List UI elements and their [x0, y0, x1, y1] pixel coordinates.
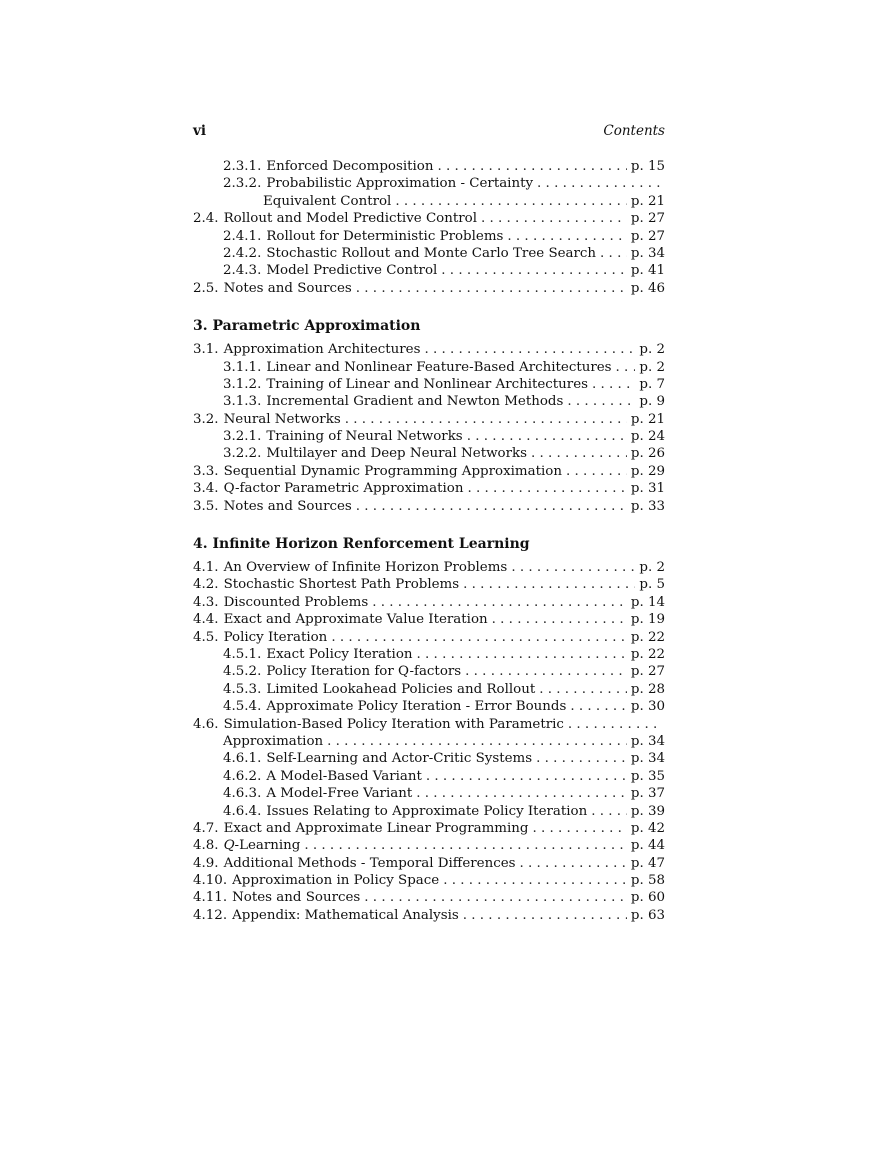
toc-entry-title: Rollout for Deterministic Problems	[266, 228, 504, 244]
leader-dots	[372, 594, 627, 611]
toc-entry[interactable]	[193, 768, 665, 785]
toc-entry[interactable]	[193, 629, 665, 646]
leader-dots	[616, 359, 636, 376]
toc-entry-page: p. 27	[630, 228, 665, 244]
toc-entry-title: Policy Iteration for Q-factors	[266, 664, 462, 680]
toc-entry-number: 3.5.	[193, 498, 219, 514]
toc-entry[interactable]	[193, 341, 665, 358]
toc-entry-page: p. 46	[630, 280, 665, 296]
toc-entry-number: 3.1.1.	[223, 359, 262, 375]
toc-entry-page: p. 24	[630, 429, 665, 445]
toc-entry-page: p. 31	[630, 481, 665, 497]
toc-entry-number: 2.3.2.	[223, 176, 262, 192]
toc-chapter2-continued	[193, 158, 665, 297]
toc-entry[interactable]	[193, 175, 665, 192]
toc-entry[interactable]	[193, 193, 665, 210]
toc-entry-page: p. 34	[630, 245, 665, 261]
leader-dots	[441, 262, 627, 279]
leader-dots	[481, 210, 627, 227]
toc-entry-page: p. 22	[630, 646, 665, 662]
toc-entry-page: p. 2	[639, 359, 665, 375]
toc-entry[interactable]	[193, 698, 665, 715]
toc-entry-title: Exact and Approximate Value Iteration	[223, 612, 488, 628]
toc-entry-number: 2.3.1.	[223, 159, 262, 174]
toc-entry-title: Training of Linear and Nonlinear Architectures	[266, 376, 589, 392]
toc-entry-number: 4.12.	[193, 907, 228, 923]
toc-entry-page: p. 21	[630, 193, 665, 209]
toc-entry-page: p. 15	[630, 159, 665, 174]
toc-entry[interactable]	[193, 210, 665, 227]
toc-entry-page: p. 2	[639, 342, 665, 358]
toc-entry[interactable]	[193, 158, 665, 175]
toc-entry-number: 4.10.	[193, 873, 228, 889]
toc-entry-title: Exact and Approximate Linear Programming	[223, 820, 529, 836]
leader-dots	[537, 175, 661, 192]
toc-entry[interactable]	[193, 837, 665, 854]
toc-entry-page: p. 60	[630, 890, 665, 906]
toc-entry[interactable]	[193, 228, 665, 245]
toc-entry-title: Q-factor Parametric Approximation	[223, 481, 464, 497]
toc-entry-page: p. 2	[639, 560, 665, 576]
toc-entry-title: Notes and Sources	[223, 280, 352, 296]
toc-entry-title: Appendix: Mathematical Analysis	[232, 907, 459, 923]
toc-entry-number: 3.2.	[193, 411, 219, 427]
toc-entry-number: 4.7.	[193, 820, 219, 836]
toc-entry-page: p. 58	[630, 873, 665, 889]
toc-entry-page: p. 41	[630, 263, 665, 279]
leader-dots	[536, 750, 627, 767]
toc-entry[interactable]	[193, 559, 665, 576]
toc-entry-page: p. 5	[639, 577, 665, 593]
toc-entry[interactable]	[193, 445, 665, 462]
chapter-heading-4[interactable]: 4. Infinite Horizon Renforcement Learning	[193, 536, 530, 553]
toc-entry[interactable]	[193, 262, 665, 279]
toc-entry-page: p. 29	[630, 463, 665, 479]
toc-entry[interactable]	[193, 889, 665, 906]
toc-entry-page: p. 42	[630, 820, 665, 836]
leader-dots	[437, 158, 626, 175]
toc-entry-title: Limited Lookahead Policies and Rollout	[266, 681, 536, 697]
toc-entry-page: p. 7	[639, 376, 665, 392]
page-number: vi	[193, 123, 206, 139]
toc-entry-title: Multilayer and Deep Neural Networks	[266, 446, 527, 462]
toc-entry-page: p. 34	[630, 751, 665, 767]
toc-entry-page: p. 19	[630, 612, 665, 628]
toc-entry[interactable]	[193, 803, 665, 820]
leader-dots	[463, 907, 627, 924]
leader-dots	[532, 820, 626, 837]
toc-entry[interactable]	[193, 376, 665, 393]
toc-entry-title: Issues Relating to Approximate Policy Iteration	[266, 803, 588, 819]
toc-entry-title: Approximate Policy Iteration - Error Bounds	[266, 699, 567, 715]
toc-entry[interactable]	[193, 280, 665, 297]
leader-dots	[539, 681, 627, 698]
toc-entry[interactable]	[193, 498, 665, 515]
toc-entry[interactable]	[193, 245, 665, 262]
toc-entry[interactable]	[193, 359, 665, 376]
leader-dots	[600, 245, 627, 262]
toc-entry-title: Discounted Problems	[223, 594, 369, 610]
leader-dots	[592, 376, 635, 393]
toc-page	[193, 123, 665, 924]
leader-dots	[364, 889, 627, 906]
toc-entry[interactable]	[193, 576, 665, 593]
leader-dots	[395, 193, 627, 210]
leader-dots	[568, 716, 661, 733]
toc-entry[interactable]	[193, 594, 665, 611]
toc-entry-number: 3.1.2.	[223, 376, 262, 392]
toc-entry-number: 4.6.4.	[223, 803, 262, 819]
running-head	[193, 123, 665, 142]
toc-entry-number: 4.2.	[193, 577, 219, 593]
toc-entry-title: Stochastic Rollout and Monte Carlo Tree Search	[266, 245, 597, 261]
toc-entry-title: Training of Neural Networks	[266, 429, 463, 445]
toc-entry-page: p. 27	[630, 211, 665, 227]
toc-entry-title: Approximation in Policy Space	[232, 873, 440, 889]
leader-dots	[304, 837, 626, 854]
leader-dots	[331, 629, 627, 646]
toc-chapter4	[193, 559, 665, 924]
leader-dots	[591, 803, 627, 820]
toc-entry-number: 4.11.	[193, 890, 228, 906]
toc-entry-number: 4.5.1.	[223, 646, 262, 662]
leader-dots	[507, 228, 626, 245]
toc-entry-title: Notes and Sources	[223, 498, 352, 514]
leader-dots	[511, 559, 635, 576]
toc-entry[interactable]	[193, 463, 665, 480]
toc-entry-number: 2.5.	[193, 280, 219, 296]
toc-entry-title: Simulation-Based Policy Iteration with Parametric	[223, 716, 564, 732]
toc-entry[interactable]	[193, 716, 665, 733]
toc-entry-page: p. 21	[630, 411, 665, 427]
toc-entry-number: 3.1.	[193, 342, 219, 358]
toc-entry-number: 4.6.	[193, 716, 219, 732]
toc-entry-title: A Model-Based Variant	[266, 768, 422, 784]
leader-dots	[531, 445, 627, 462]
leader-dots	[492, 611, 627, 628]
toc-entry-page: p. 44	[630, 838, 665, 854]
toc-entry[interactable]	[193, 428, 665, 445]
leader-dots	[520, 855, 627, 872]
toc-entry-number: 4.6.3.	[223, 786, 262, 802]
leader-dots	[426, 768, 627, 785]
toc-entry-page: p. 37	[630, 786, 665, 802]
toc-entry[interactable]	[193, 785, 665, 802]
toc-entry-page: p. 33	[630, 498, 665, 514]
toc-entry-number: 3.2.1.	[223, 429, 262, 445]
leader-dots	[467, 480, 626, 497]
toc-entry[interactable]	[193, 480, 665, 497]
leader-dots	[327, 733, 627, 750]
leader-dots	[424, 341, 635, 358]
toc-entry-number: 4.6.2.	[223, 768, 262, 784]
toc-entry-number: 4.8.	[193, 838, 219, 854]
toc-entry-title: Notes and Sources	[232, 890, 361, 906]
toc-entry[interactable]	[193, 611, 665, 628]
toc-entry-title: Neural Networks	[223, 411, 341, 427]
toc-entry-title: Linear and Nonlinear Feature-Based Architectures	[266, 359, 612, 375]
toc-entry-page: p. 34	[630, 733, 665, 749]
leader-dots	[345, 411, 627, 428]
leader-dots	[416, 785, 627, 802]
toc-entry-number: 4.5.	[193, 629, 219, 645]
toc-entry-page: p. 26	[630, 446, 665, 462]
toc-entry-title: Enforced Decomposition	[266, 159, 434, 174]
toc-entry-number: 4.9.	[193, 855, 219, 871]
toc-entry-title: Approximation	[223, 733, 324, 749]
toc-entry-page: p. 22	[630, 629, 665, 645]
toc-entry-title: Approximation Architectures	[223, 342, 421, 358]
toc-entry[interactable]	[193, 820, 665, 837]
toc-entry-title: Exact Policy Iteration	[266, 646, 413, 662]
toc-entry-number: 2.4.	[193, 211, 219, 227]
leader-dots	[356, 280, 627, 297]
toc-entry[interactable]	[193, 750, 665, 767]
toc-entry-number: 4.5.4.	[223, 699, 262, 715]
toc-entry[interactable]	[193, 855, 665, 872]
toc-entry-page: p. 14	[630, 594, 665, 610]
toc-entry[interactable]	[193, 907, 665, 924]
toc-entry-title: Policy Iteration	[223, 629, 328, 645]
toc-entry-title: Rollout and Model Predictive Control	[223, 211, 477, 227]
toc-entry-page: p. 35	[630, 768, 665, 784]
toc-entry-number: 4.1.	[193, 560, 219, 576]
toc-chapter3	[193, 341, 665, 515]
leader-dots	[443, 872, 627, 889]
toc-entry-number: 4.6.1.	[223, 751, 262, 767]
running-title: Contents	[603, 123, 665, 139]
toc-entry-page: p. 28	[630, 681, 665, 697]
toc-entry-page: p. 9	[639, 394, 665, 410]
toc-entry-number: 4.4.	[193, 612, 219, 628]
toc-entry-number: 2.4.1.	[223, 228, 262, 244]
toc-entry-title: Probabilistic Approximation - Certainty	[266, 176, 534, 192]
toc-entry-number: 4.3.	[193, 594, 219, 610]
toc-entry-number: 3.4.	[193, 481, 219, 497]
toc-entry-title: An Overview of Infinite Horizon Problems	[223, 560, 508, 576]
toc-entry-number: 3.2.2.	[223, 446, 262, 462]
toc-entry-title: Model Predictive Control	[266, 263, 438, 279]
toc-entry[interactable]	[193, 646, 665, 663]
toc-entry-number: 4.5.2.	[223, 664, 262, 680]
toc-entry-number: 2.4.2.	[223, 245, 262, 261]
toc-entry[interactable]	[193, 872, 665, 889]
leader-dots	[465, 663, 627, 680]
toc-entry[interactable]	[193, 393, 665, 410]
toc-entry-number: 4.5.3.	[223, 681, 262, 697]
leader-dots	[463, 576, 635, 593]
toc-entry-title: Self-Learning and Actor-Critic Systems	[266, 751, 533, 767]
leader-dots	[567, 393, 635, 410]
toc-entry-title: Equivalent Control	[263, 193, 392, 209]
toc-entry-number: 3.1.3.	[223, 394, 262, 410]
toc-entry[interactable]	[193, 411, 665, 428]
toc-entry-page: p. 30	[630, 699, 665, 715]
toc-entry-title: Q-Learning	[223, 838, 301, 854]
leader-dots	[467, 428, 627, 445]
toc-entry[interactable]	[193, 681, 665, 698]
toc-entry-page: p. 47	[630, 855, 665, 871]
toc-entry-page: p. 27	[630, 664, 665, 680]
leader-dots	[566, 463, 627, 480]
chapter-heading-3[interactable]: 3. Parametric Approximation	[193, 318, 421, 335]
toc-entry-title: Sequential Dynamic Programming Approximation	[223, 463, 562, 479]
toc-entry-number: 2.4.3.	[223, 263, 262, 279]
leader-dots	[417, 646, 627, 663]
toc-entry-title: Incremental Gradient and Newton Methods	[266, 394, 564, 410]
toc-entry[interactable]	[193, 733, 665, 750]
toc-entry[interactable]	[193, 663, 665, 680]
toc-entry-title: A Model-Free Variant	[266, 786, 413, 802]
toc-entry-number: 3.3.	[193, 463, 219, 479]
leader-dots	[570, 698, 627, 715]
toc-entry-page: p. 39	[630, 803, 665, 819]
leader-dots	[356, 498, 627, 515]
toc-entry-title: Additional Methods - Temporal Differences	[223, 855, 516, 871]
toc-entry-title: Stochastic Shortest Path Problems	[223, 577, 460, 593]
toc-entry-page: p. 63	[630, 907, 665, 923]
